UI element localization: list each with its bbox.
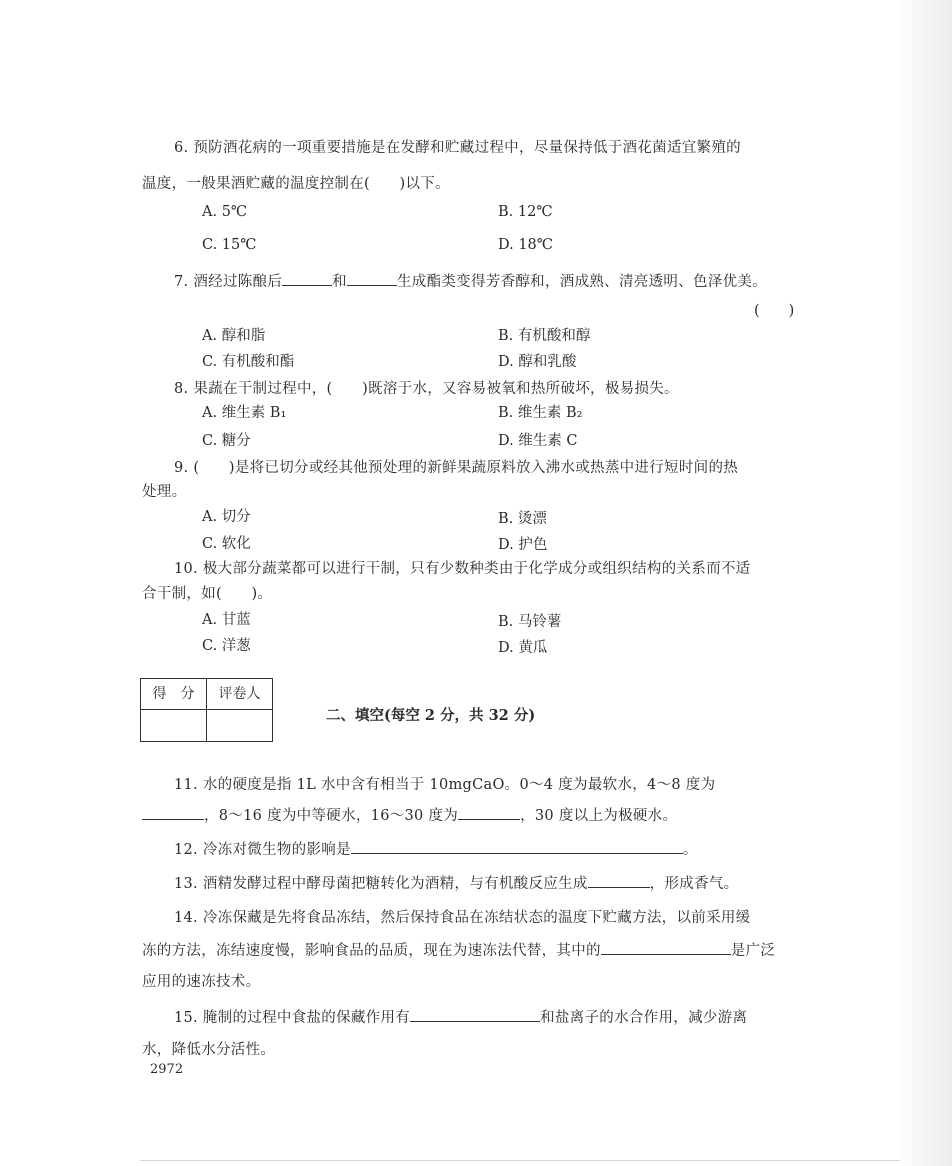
q6-option-d: D. 18℃ xyxy=(498,237,553,253)
q7-text-post: 生成酯类变得芳香醇和，酒成熟、清亮透明、色泽优美。 xyxy=(396,274,767,290)
q12-text-pre: 12. 冷冻对微生物的影响是 xyxy=(174,842,351,858)
q11-line2 xyxy=(142,804,677,825)
q11-text-b: ，30 度以上为极硬水。 xyxy=(520,808,678,824)
q6-option-a: A. 5℃ xyxy=(202,204,248,220)
q7-blank-1[interactable] xyxy=(282,272,332,286)
q11-text-a: ，8～16 度为中等硬水，16～30 度为 xyxy=(204,808,459,824)
q7-option-d: D. 醇和乳酸 xyxy=(498,354,577,370)
q6-option-b: B. 12℃ xyxy=(498,204,553,220)
q9-option-d: D. 护色 xyxy=(498,537,548,553)
q6-line2: 温度，一般果酒贮藏的温度控制在( )以下。 xyxy=(142,176,450,192)
q10-option-a: A. 甘蓝 xyxy=(202,612,251,628)
q10-option-b: B. 马铃薯 xyxy=(498,614,562,630)
bottom-divider xyxy=(140,1160,900,1161)
q6-line1: 6. 预防酒花病的一项重要措施是在发酵和贮藏过程中，尽量保持低于酒花菌适宜繁殖的 xyxy=(174,140,741,156)
q7-line1 xyxy=(174,270,767,291)
q15-text-post: 和盐离子的水合作用，减少游离 xyxy=(540,1010,748,1026)
q13-line xyxy=(174,872,738,893)
q6-option-c: C. 15℃ xyxy=(202,237,257,253)
q7-answer-paren[interactable]: ( ) xyxy=(754,303,795,319)
q11-line1: 11. 水的硬度是指 1L 水中含有相当于 10mgCaO。0～4 度为最软水，4～8 度为 xyxy=(174,777,716,793)
q9-option-b: B. 烫漂 xyxy=(498,511,547,527)
q10-line1: 10. 极大部分蔬菜都可以进行干制，只有少数种类由于化学成分或组织结构的关系而不适 xyxy=(174,561,751,577)
q14-line3: 应用的速冻技术。 xyxy=(142,974,261,990)
q15-line2: 水，降低水分活性。 xyxy=(142,1042,276,1058)
q10-option-c: C. 洋葱 xyxy=(202,638,251,654)
score-value-cell[interactable] xyxy=(141,710,207,741)
q12-text-post: 。 xyxy=(682,842,698,858)
q9-line1: 9. ( )是将已切分或经其他预处理的新鲜果蔬原料放入沸水或热蒸中进行短时间的热 xyxy=(174,460,739,476)
q9-option-c: C. 软化 xyxy=(202,536,251,552)
q8-option-c: C. 糖分 xyxy=(202,433,251,449)
q12-blank[interactable] xyxy=(351,840,683,854)
q8-line1: 8. 果蔬在干制过程中，( )既溶于水，又容易被氧和热所破坏，极易损失。 xyxy=(174,381,679,397)
q11-blank-2[interactable] xyxy=(458,806,520,820)
grader-value-cell[interactable] xyxy=(207,710,272,741)
grader-label: 评卷人 xyxy=(207,679,272,710)
q7-option-a: A. 醇和脂 xyxy=(202,328,266,344)
q10-option-d: D. 黄瓜 xyxy=(498,640,548,656)
page-code: 2972 xyxy=(150,1062,184,1077)
q15-text-pre: 15. 腌制的过程中食盐的保藏作用有 xyxy=(174,1010,411,1026)
q8-option-d: D. 维生素 C xyxy=(498,433,578,449)
q14-line2 xyxy=(142,939,775,960)
q7-blank-2[interactable] xyxy=(347,272,397,286)
page-edge-shadow xyxy=(894,0,952,1166)
section-2-title: 二、填空(每空 2 分，共 32 分) xyxy=(326,707,536,724)
q7-option-c: C. 有机酸和酯 xyxy=(202,354,295,370)
q14-line1: 14. 冷冻保藏是先将食品冻结，然后保持食品在冻结状态的温度下贮藏方法，以前采用缓 xyxy=(174,910,751,926)
q12-line xyxy=(174,838,698,859)
q13-text-pre: 13. 酒精发酵过程中酵母菌把糖转化为酒精，与有机酸反应生成 xyxy=(174,876,588,892)
q7-text-pre: 7. 酒经过陈酿后 xyxy=(174,274,283,290)
q11-blank-1[interactable] xyxy=(142,806,204,820)
score-label: 得 分 xyxy=(141,679,207,710)
q7-text-mid: 和 xyxy=(332,274,347,290)
q8-option-b: B. 维生素 B₂ xyxy=(498,405,583,421)
q7-option-b: B. 有机酸和醇 xyxy=(498,328,591,344)
q9-option-a: A. 切分 xyxy=(202,509,251,525)
q14-text-post: 是广泛 xyxy=(730,943,776,959)
q14-blank[interactable] xyxy=(601,941,731,955)
q9-line2: 处理。 xyxy=(142,484,187,500)
q13-blank[interactable] xyxy=(588,874,650,888)
score-table xyxy=(140,678,273,742)
q13-text-post: ，形成香气。 xyxy=(649,876,739,892)
q15-blank[interactable] xyxy=(410,1008,540,1022)
q14-text-pre: 冻的方法，冻结速度慢，影响食品的品质，现在为速冻法代替，其中的 xyxy=(142,943,601,959)
q8-option-a: A. 维生素 B₁ xyxy=(202,405,287,421)
q10-line2: 合干制，如( )。 xyxy=(142,586,273,602)
q15-line1 xyxy=(174,1006,747,1027)
